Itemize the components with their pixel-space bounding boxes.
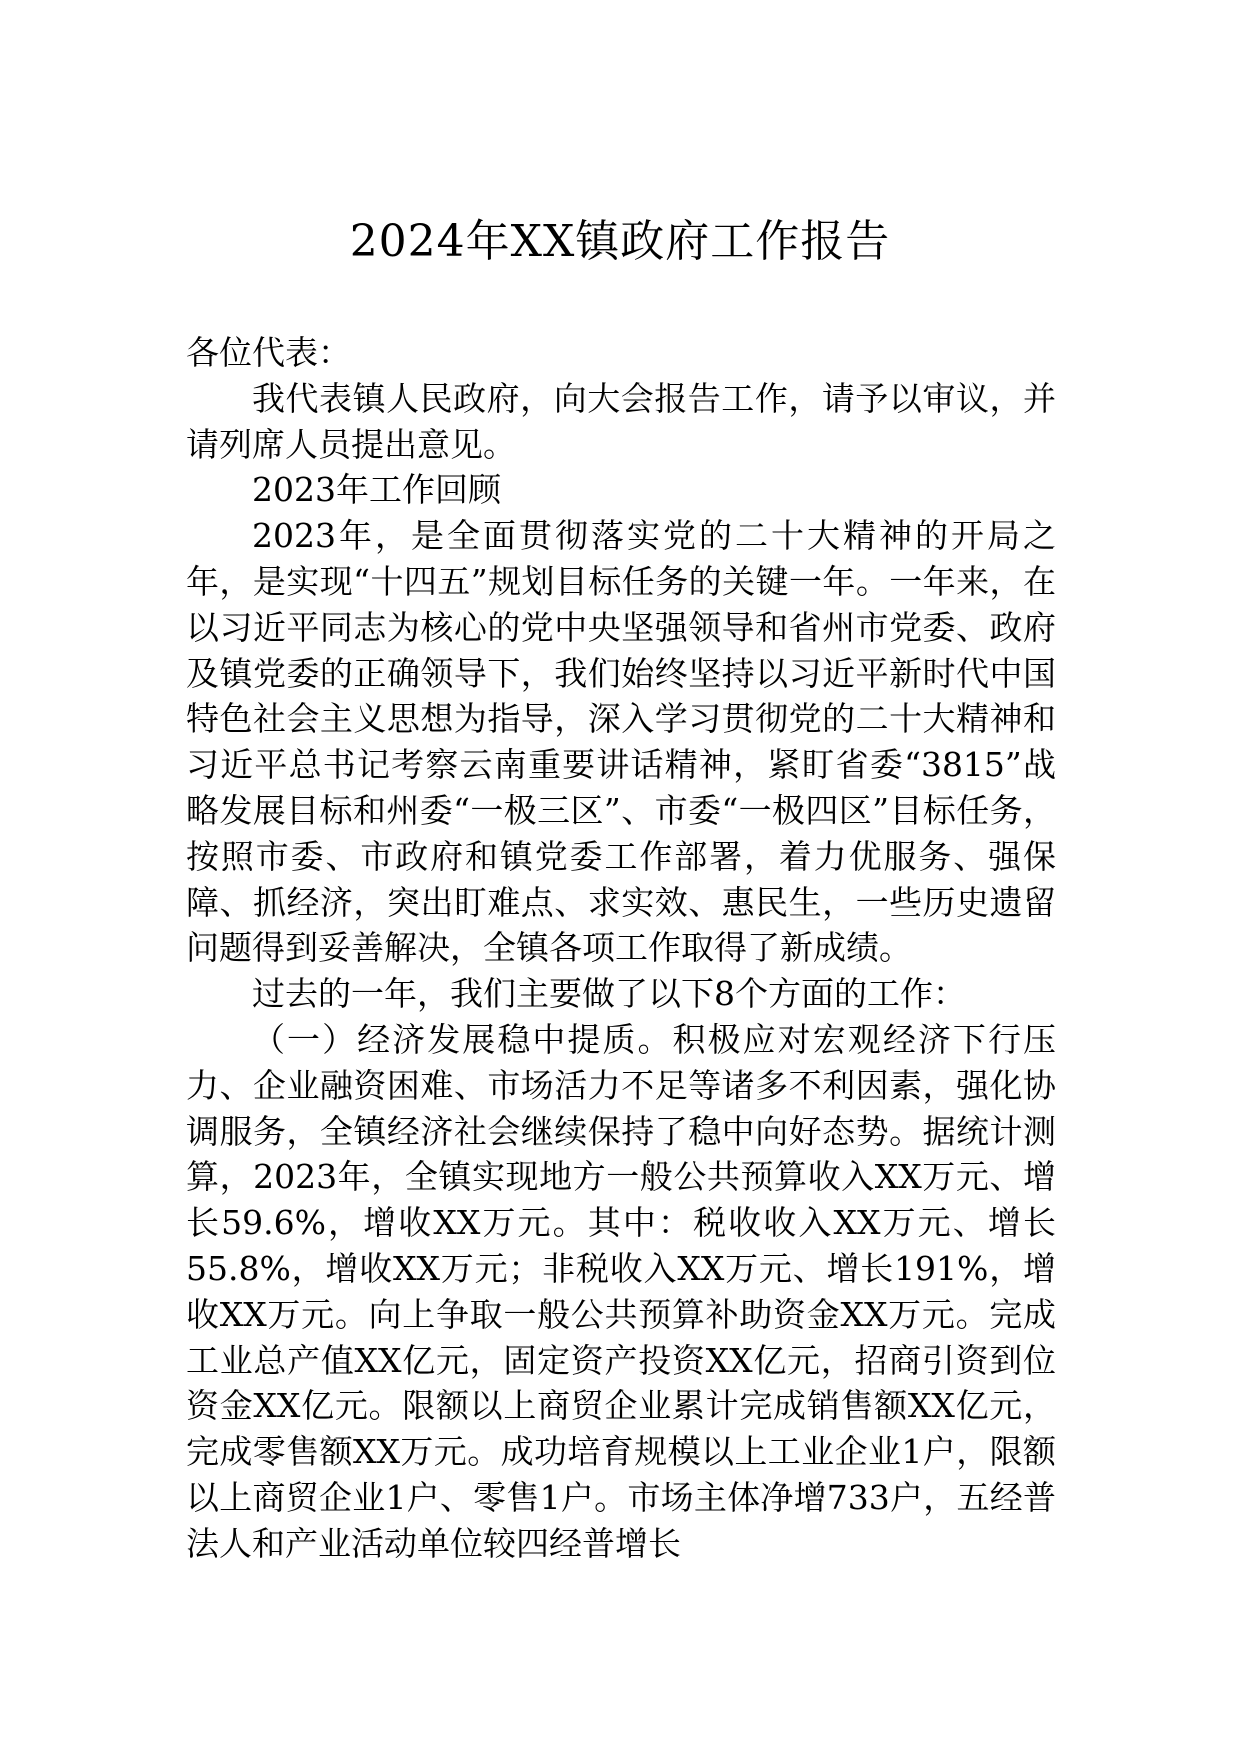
paragraph-economy: （一）经济发展稳中提质。积极应对宏观经济下行压力、企业融资困难、市场活力不足等诸多不利因素，强化协调服务，全镇经济社会继续保持了稳中向好态势。据统计测算，2023年，全镇实现地方一般公共预算收入XX万元、增长59.6%，增收XX万元。其中：税收收入XX万元、增长55.8%，增收XX万元；非税收入XX万元、增长191%，增收XX万元。向上争取一般公共预算补助资金XX万元。完成工业总产值XX亿元，固定资产投资XX亿元，招商引资到位资金XX亿元。限额以上商贸企业累计完成销售额XX亿元，完成零售额XX万元。成功培育规模以上工业企业1户，限额以上商贸企业1户、零售1户。市场主体净增733户，五经普法人和产业活动单位较四经普增长 (186, 1019, 1056, 1563)
section-heading-review: 2023年工作回顾 (252, 470, 501, 510)
document-body (186, 330, 1056, 1567)
salutation: 各位代表： (186, 333, 351, 372)
paragraph-work-summary: 过去的一年，我们主要做了以下8个方面的工作： (252, 974, 966, 1014)
paragraph-overview: 2023年，是全面贯彻落实党的二十大精神的开局之年，是实现“十四五”规划目标任务的关键一年。一年来，在以习近平同志为核心的党中央坚强领导和省州市党委、政府及镇党委的正确领导下，我们始终坚持以习近平新时代中国特色社会主义思想为指导，深入学习贯彻党的二十大精神和习近平总书记考察云南重要讲话精神，紧盯省委“3815”战略发展目标和州委“一极三区”、市委“一极四区”目标任务，按照市委、市政府和镇党委工作部署，着力优服务、强保障、抓经济，突出盯难点、求实效、惠民生，一些历史遗留问题得到妥善解决，全镇各项工作取得了新成绩。 (186, 516, 1056, 968)
document-title: 2024年XX镇政府工作报告 (349, 216, 891, 267)
paragraph-intro: 我代表镇人民政府，向大会报告工作，请予以审议，并请列席人员提出意见。 (186, 378, 1056, 464)
